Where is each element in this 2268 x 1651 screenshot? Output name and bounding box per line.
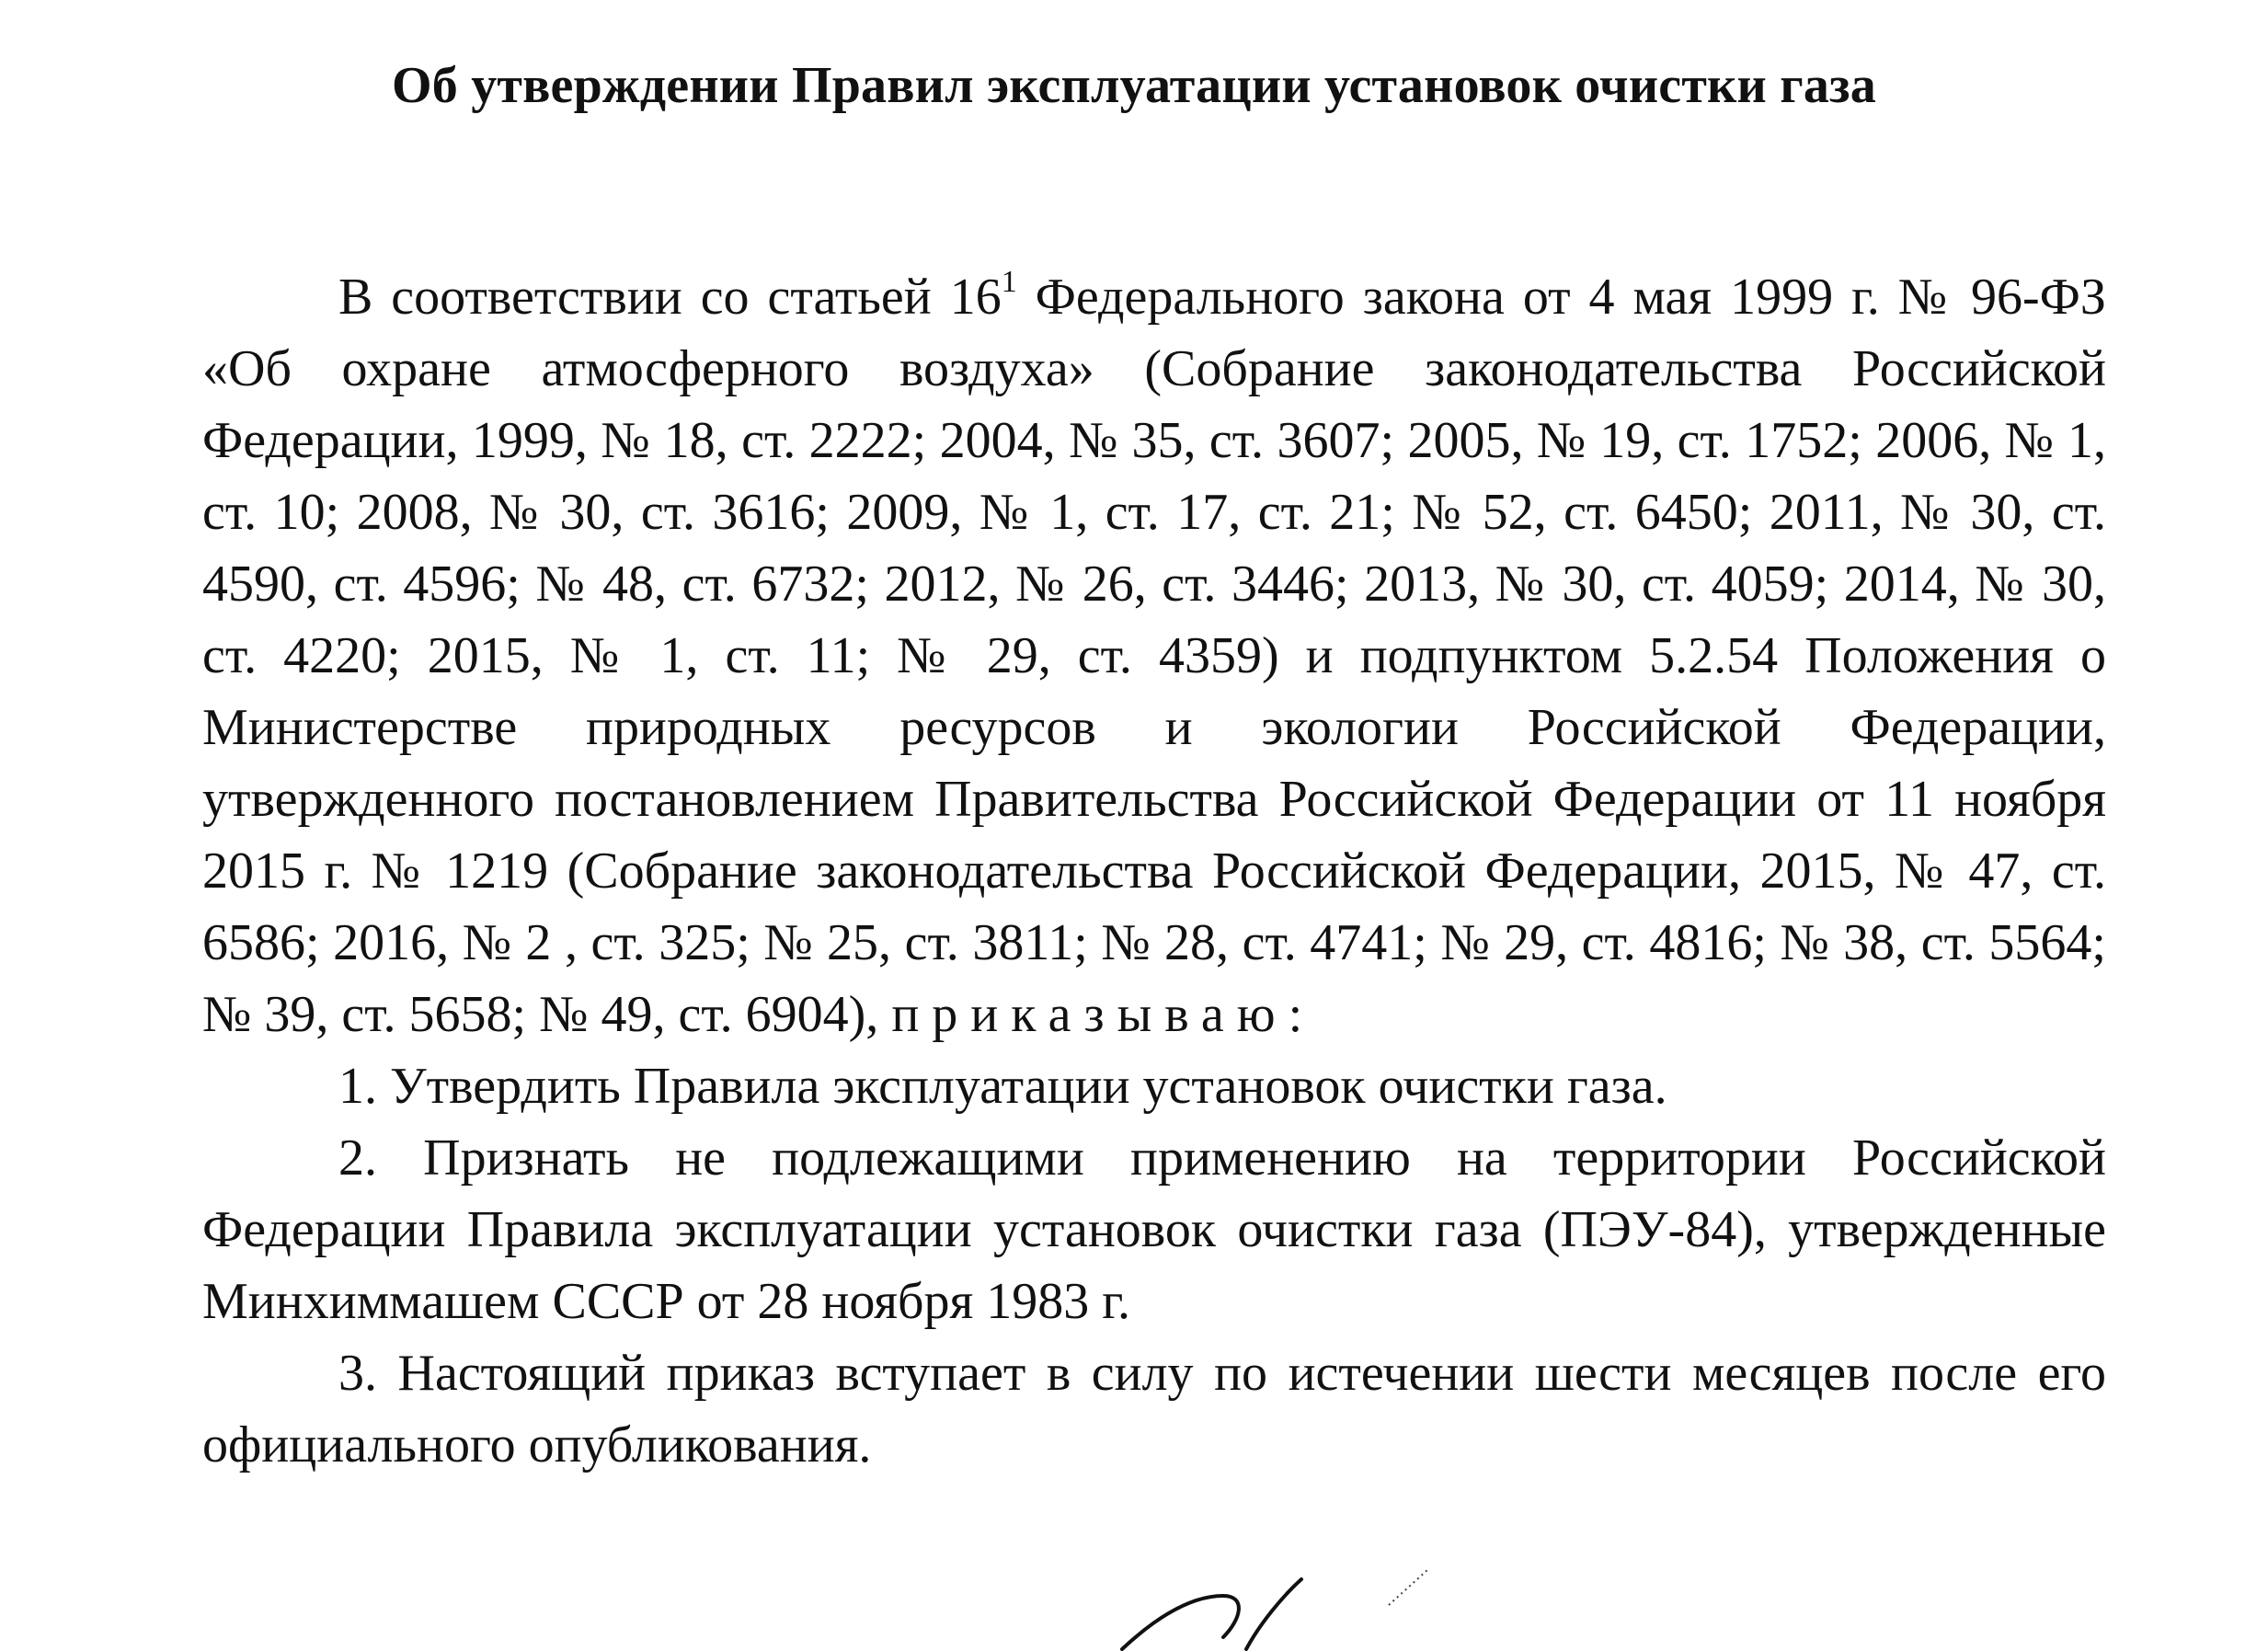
document-title: Об утверждении Правил эксплуатации установок очистки газа (392, 57, 1876, 114)
article-superscript: 1 (1001, 265, 1017, 299)
order-word: приказываю: (891, 986, 1316, 1043)
preamble-text-start: В соответствии со статьей 16 (338, 269, 1002, 326)
signature-mark (1085, 1568, 1453, 1651)
preamble-text-body: Федерального закона от 4 мая 1999 г. № 96-ФЗ «Об охране атмосферного воздуха» (Собрание законодательства Российской Федерации, 1999, № 18, ст. 2222; 2004, № 35, ст. 3607; 2005, № 19, ст. 1752; 2006, № 1, ст. 10; 2008, № 30, ст. 3616; 2009, № 1, ст. 17, ст. 21; № 52, ст. 6450; 2011, № 30, ст. 4590, ст. 4596; № 48, ст. 6732; 2012, № 26, ст. 3446; 2013, № 30, ст. 4059; 2014, № 30, ст. 4220; 2015, № 1, ст. 11; № 29, ст. 4359) и подпунктом 5.2.54 Положения о Министерстве природных ресурсов и экологии Российской Федерации, утвержденного постановлением Правительства Российской Федерации от 11 ноября 2015 г. № 1219 (Собрание законодательства Российской Федерации, 2015, № 47, ст. 6586; 2016, № 2 , ст. 325; № 25, ст. 3811; № 28, ст. 4741; № 29, ст. 4816; № 38, ст. 5564; № 39, ст. 5658; № 49, ст. 6904), (202, 269, 2106, 1043)
document-body (202, 261, 2106, 1481)
order-item-2: 2. Признать не подлежащими применению на территории Российской Федерации Правила эксплуатации установок очистки газа (ПЭУ-84), утвержденные Минхиммашем СССР от 28 ноября 1983 г. (202, 1129, 2106, 1330)
order-item-1: 1. Утвердить Правила эксплуатации установок очистки газа. (338, 1058, 1667, 1115)
preamble-paragraph (202, 261, 2106, 1050)
order-item-3: 3. Настоящий приказ вступает в силу по истечении шести месяцев после его официального опубликования. (202, 1345, 2106, 1473)
